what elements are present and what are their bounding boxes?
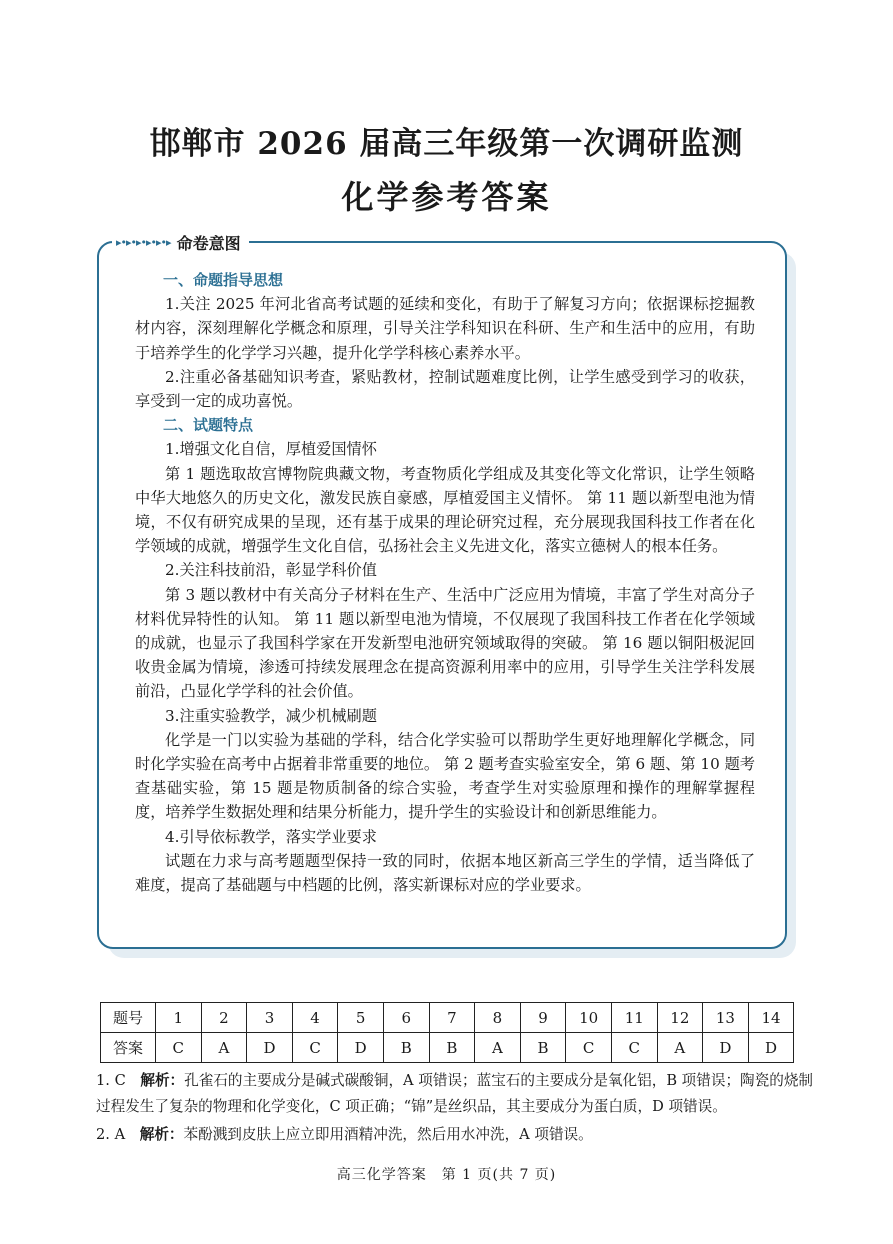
table-cell: 9 bbox=[520, 1003, 566, 1033]
table-row bbox=[101, 1033, 794, 1063]
table-cell: 13 bbox=[703, 1003, 749, 1033]
section-heading: 二、试题特点 bbox=[163, 416, 254, 435]
table-cell: C bbox=[566, 1033, 612, 1063]
table-cell: B bbox=[429, 1033, 475, 1063]
page-footer: 高三化学答案 第 1 页(共 7 页) bbox=[336, 1167, 557, 1183]
paragraph: 试题在力求与高考题题型保持一致的同时，依据本地区新高三学生的学情，适当降低了难度，提高了基础题与中档题的比例，落实新课标对应的学业要求。 bbox=[135, 851, 755, 895]
table-cell: 11 bbox=[611, 1003, 657, 1033]
table-cell: 12 bbox=[657, 1003, 703, 1033]
explanation-label: 解析： bbox=[140, 1072, 185, 1089]
paragraph: 2.注重必备基础知识考查，紧贴教材，控制试题难度比例，让学生感受到学习的收获，享受到一定的成功喜悦。 bbox=[135, 367, 755, 411]
table-cell: B bbox=[520, 1033, 566, 1063]
question-number: 1. C bbox=[96, 1072, 126, 1089]
table-row bbox=[101, 1003, 794, 1033]
table-header-cell: 题号 bbox=[101, 1003, 156, 1033]
intent-box-header bbox=[112, 231, 249, 253]
table-header-cell: 答案 bbox=[101, 1033, 156, 1063]
document-title: 邯郸市 2026 届高三年级第一次调研监测 bbox=[149, 126, 744, 162]
table-cell: 8 bbox=[475, 1003, 521, 1033]
feature-title: 1.增强文化自信，厚植爱国情怀 bbox=[165, 440, 377, 459]
table-cell: 7 bbox=[429, 1003, 475, 1033]
answer-table bbox=[100, 1002, 794, 1063]
feature-title: 2.关注科技前沿，彰显学科价值 bbox=[165, 561, 377, 580]
table-cell: 1 bbox=[156, 1003, 202, 1033]
explanation-label: 解析： bbox=[139, 1126, 184, 1143]
question-number: 2. A bbox=[96, 1126, 126, 1143]
arrow-icon: ▸•▸•▸•▸•▸•▸ bbox=[116, 235, 171, 249]
table-cell: D bbox=[748, 1033, 794, 1063]
explanation-1 bbox=[96, 1068, 816, 1120]
table-cell: A bbox=[475, 1033, 521, 1063]
table-cell: D bbox=[703, 1033, 749, 1063]
paragraph: 第 3 题以教材中有关高分子材料在生产、生活中广泛应用为情境，丰富了学生对高分子材料优异特性的认知。 第 11 题以新型电池为情境，不仅展现了我国科技工作者在化学领域的成就，也显示了我国科学家在开发新型电池研究领域取得的突破。 第 16 题以铜阳极泥回收贵金属为情境，渗透可持续发展理念在提高资源利用率中的应用，引导学生关注学科发展前沿，凸显化学学科的社会价值。 bbox=[135, 585, 755, 701]
feature-title: 3.注重实验教学，减少机械刷题 bbox=[165, 706, 377, 725]
explanation-text: 苯酚溅到皮肤上应立即用酒精冲洗，然后用水冲洗，A 项错误。 bbox=[183, 1126, 593, 1143]
table-cell: 6 bbox=[383, 1003, 429, 1033]
table-cell: C bbox=[156, 1033, 202, 1063]
feature-title: 4.引导依标教学，落实学业要求 bbox=[165, 827, 377, 846]
explanation-2 bbox=[96, 1122, 816, 1148]
table-cell: 10 bbox=[566, 1003, 612, 1033]
table-cell: C bbox=[611, 1033, 657, 1063]
table-cell: A bbox=[201, 1033, 247, 1063]
table-cell: A bbox=[657, 1033, 703, 1063]
paragraph: 第 1 题选取故宫博物院典藏文物，考查物质化学组成及其变化等文化常识，让学生领略中华大地悠久的历史文化，激发民族自豪感，厚植爱国主义情怀。 第 11 题以新型电池为情境，不仅有研究成果的呈现，还有基于成果的理论研究过程，充分展现我国科技工作者在化学领域的成就，增强学生文化自信，弘扬社会主义先进文化，落实立德树人的根本任务。 bbox=[135, 464, 755, 556]
paragraph: 化学是一门以实验为基础的学科，结合化学实验可以帮助学生更好地理解化学概念，同时化学实验在高考中占据着非常重要的地位。 第 2 题考查实验室安全，第 6 题、第 10 题考查基础实验，第 15 题是物质制备的综合实验，考查学生对实验原理和操作的理解掌握程度，培养学生数据处理和结果分析能力，提升学生的实验设计和创新思维能力。 bbox=[135, 730, 755, 822]
table-cell: 14 bbox=[748, 1003, 794, 1033]
table-cell: 4 bbox=[292, 1003, 338, 1033]
intent-content bbox=[135, 268, 755, 897]
table-cell: D bbox=[247, 1033, 293, 1063]
section-heading: 一、命题指导思想 bbox=[163, 271, 284, 289]
table-cell: D bbox=[338, 1033, 384, 1063]
intent-box-label: 命卷意图 bbox=[176, 233, 241, 253]
table-cell: C bbox=[292, 1033, 338, 1063]
paragraph: 1.关注 2025 年河北省高考试题的延续和变化，有助于了解复习方向；依据课标挖掘教材内容，深刻理解化学概念和原理，引导关注学科知识在科研、生产和生活中的应用，有助于培养学生的化学学习兴趣，提升化学学科核心素养水平。 bbox=[135, 295, 755, 362]
explanation-text: 孔雀石的主要成分是碱式碳酸铜，A 项错误；蓝宝石的主要成分是氧化铝，B 项错误；陶瓷的烧制过程发生了复杂的物理和化学变化，C 项正确；“锦”是丝织品，其主要成分为蛋白质，D 项错误。 bbox=[96, 1072, 814, 1115]
table-cell: 2 bbox=[201, 1003, 247, 1033]
table-cell: 3 bbox=[247, 1003, 293, 1033]
document-subtitle: 化学参考答案 bbox=[341, 178, 552, 216]
table-cell: 5 bbox=[338, 1003, 384, 1033]
table-cell: B bbox=[383, 1033, 429, 1063]
